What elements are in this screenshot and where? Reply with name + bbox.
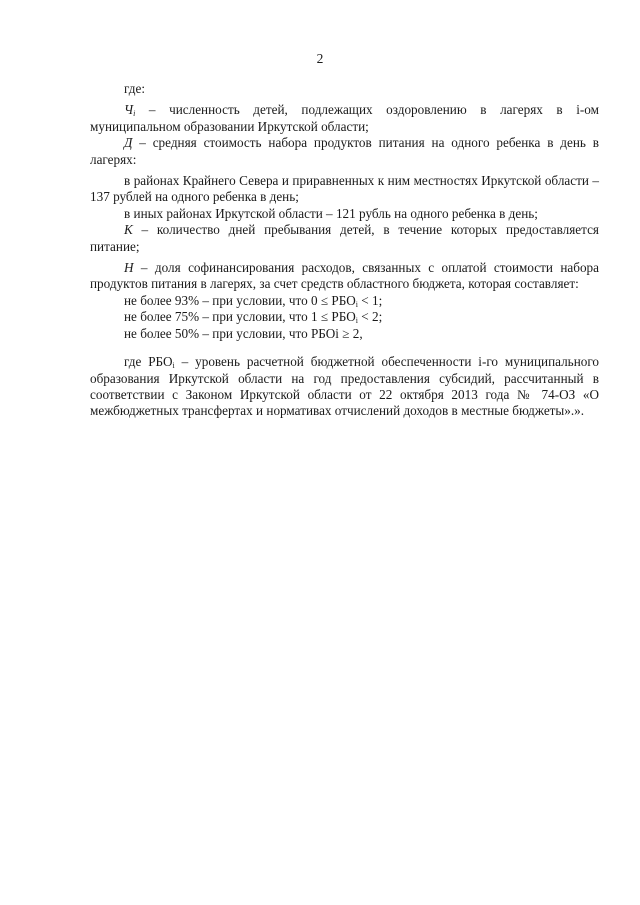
definition-d-other-text: в иных районах Иркутской области – 121 рубль на одного ребенка в день; (124, 205, 538, 221)
condition-50 (90, 326, 599, 342)
definition-n-text: – доля софинансирования расходов, связанных с оплатой стоимости набора продуктов питания в лагерях, за счет средств областного бюджета, которая составляет: (90, 260, 599, 292)
definition-ch-text: – численность детей, подлежащих оздоровлению в лагерях в i-ом муниципальном образовании Иркутской области; (90, 102, 599, 134)
definition-d-text: – средняя стоимость набора продуктов питания на одного ребенка в день в лагерях: (90, 135, 599, 167)
symbol-n: Н (124, 260, 134, 276)
definition-d-other (90, 206, 599, 222)
definition-d (90, 135, 599, 168)
definition-d-north-text: в районах Крайнего Севера и приравненных к ним местностях Иркутской области – 137 рублей на одного ребенка в день; (90, 173, 599, 205)
definition-ch (90, 102, 599, 135)
condition-93-text: не более 93% – при условии, что 0 ≤ РБО (124, 292, 356, 308)
condition-75-end: < 2; (357, 309, 383, 325)
definition-n (90, 260, 599, 293)
condition-93-end: < 1; (357, 292, 383, 308)
definition-rbo (90, 354, 599, 420)
definition-rbo-lead: где РБО (124, 354, 173, 370)
symbol-d: Д (124, 135, 133, 151)
symbol-ch: Ч (124, 102, 134, 118)
symbol-k: К (124, 222, 133, 238)
definition-rbo-text: – уровень расчетной бюджетной обеспеченности i-го муниципального образования Иркутской области на год предоставления субсидий, рассчитанный в соответствии с Законом Иркутской области от 22 октября 2013 года № 74-ОЗ «О межбюджетных трансфертах и нормативах отчислений доходов в местные бюджеты».». (90, 354, 600, 419)
definition-k (90, 222, 599, 255)
condition-93 (90, 293, 599, 309)
condition-75 (90, 309, 599, 325)
condition-75-text: не более 75% – при условии, что 1 ≤ РБО (124, 309, 356, 325)
symbol-ch-subscript: i (133, 109, 136, 119)
condition-50-text: не более 50% – при условии, что РБОi ≥ 2, (124, 325, 363, 341)
intro-text: где: (124, 81, 145, 96)
page-number: 2 (316, 51, 324, 66)
definition-k-text: – количество дней пребывания детей, в течение которых предоставляется питание; (90, 222, 599, 254)
condition-93-subscript: i (355, 299, 358, 309)
document-body (90, 81, 599, 420)
definition-d-north (90, 173, 599, 206)
condition-75-subscript: i (355, 316, 358, 326)
intro-line (90, 81, 599, 97)
definition-rbo-subscript: i (172, 361, 175, 371)
